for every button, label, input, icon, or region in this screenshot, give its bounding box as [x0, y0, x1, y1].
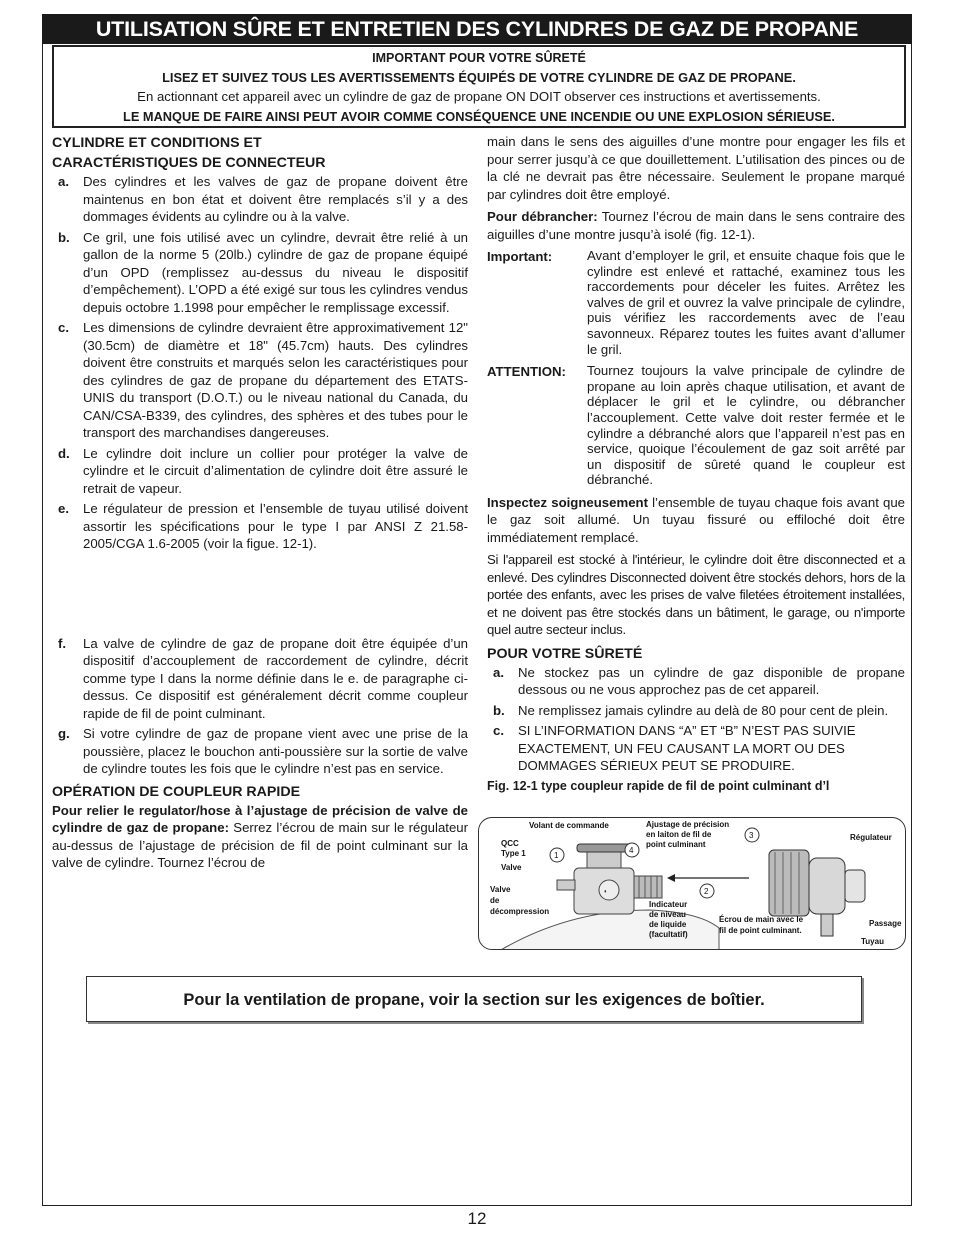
page-title: UTILISATION SÛRE ET ENTRETIEN DES CYLINDRES DE GAZ DE PROPANE: [42, 14, 912, 44]
list-item: [487, 702, 905, 720]
continued-paragraph: main dans le sens des aiguilles d’une montre pour engager les fils et pour serrer jusqu’à ce que douillettement. L’utilisation des pinces ou de la clé ne devrait pas être nécessaire. Seulement le propane marqué par cylindres doit être employé.: [487, 134, 905, 202]
list-item: [487, 664, 905, 699]
item-text: SI L’INFORMATION DANS “A” ET “B” N’EST PAS SUIVIE EXACTEMENT, UN FEU CAUSANT LA MORT OU DES DOMMAGES SÉRIEUX PEUT SE PRODUIRE.: [518, 723, 856, 774]
item-label: a.: [493, 664, 504, 680]
callout-number: 3: [749, 831, 754, 840]
label-regulator: Régulateur: [850, 833, 892, 842]
dial-mark: ◐: [604, 889, 608, 895]
item-label: b.: [58, 229, 70, 245]
left-column: [52, 133, 468, 877]
item-label: d.: [58, 445, 70, 461]
item-label: c.: [493, 723, 504, 739]
attention-note: [487, 363, 905, 488]
label-fitting: en laiton de fil de: [646, 830, 712, 839]
label-passage: Passage: [869, 919, 902, 928]
item-label: f.: [58, 635, 67, 651]
inspect-bold: Inspectez soigneusement: [487, 494, 648, 510]
storage-paragraph: Si l'appareil est stocké à l'intérieur, le cylindre doit être disconnected et a enlevé. Des cylindres Disconnected doivent être stockés dehors, hors de la portée des enfants, avec les prises de valve filetées étroitement installées, et ne doivent pas être stockés dans un bâtiment, le garage, ou n'importe quel autre secteur inclus.: [487, 552, 905, 638]
item-text: Ne remplissez jamais cylindre au delà de 80 pour cent de plein.: [518, 702, 889, 718]
item-text: Ce gril, une fois utilisé avec un cylindre, devrait être relié à un gallon de la norme 5 (20lb.) cylindre de gaz de propane équipé d’un OPD (remplissez au-dessus du niveau le dispositif d’empêchement). L’OPD a été exigé sur tous les cylindres vendus depuis octobre 1.1998 pour empêcher le remplissage excessif.: [83, 229, 468, 315]
relief-valve: [557, 880, 575, 890]
heading-line: CARACTÉRISTIQUES DE CONNECTEUR: [52, 155, 326, 171]
label-handwheel: Volant de commande: [529, 821, 609, 830]
list-item: [52, 445, 468, 498]
important-label: Important:: [487, 249, 553, 264]
list-item: [52, 635, 468, 723]
item-label: b.: [493, 702, 505, 718]
section-heading-cylinder: [52, 133, 468, 173]
important-note: [487, 248, 905, 357]
label-relief: Valve: [490, 885, 511, 894]
warning-line-1: IMPORTANT POUR VOTRE SÛRETÉ: [372, 51, 586, 65]
list-item: [52, 229, 468, 317]
handwheel: [577, 844, 631, 852]
callout-number: 4: [629, 846, 634, 855]
section-heading-safety: POUR VOTRE SÛRETÉ: [487, 645, 643, 662]
coupler-paragraph: [52, 802, 468, 872]
list-item: [52, 725, 468, 778]
coupler-diagram: [478, 817, 906, 950]
item-label: g.: [58, 726, 70, 741]
disconnect-paragraph: [487, 208, 905, 243]
regulator-cap: [845, 870, 865, 902]
heading-line: CYLINDRE ET CONDITIONS ET: [52, 135, 262, 151]
label-indicator: de liquide: [649, 920, 687, 929]
label-fitting: point culminant: [646, 840, 706, 849]
disconnect-bold: Pour débrancher:: [487, 209, 598, 224]
label-hand-nut: Écrou de main avec le: [719, 915, 804, 924]
arrow-head: [667, 874, 675, 882]
coupler-diagram-svg: [479, 818, 906, 950]
label-hose: Tuyau: [861, 937, 884, 946]
liquid-level-indicator: [599, 880, 619, 900]
item-text: Le régulateur de pression et l’ensemble de tuyau utilisé doivent assortir les spécifications pour le type I par ANSI Z 21.58-2005/CGA 1.6-2005 (voir la figue. 12-1).: [83, 501, 468, 551]
item-text: La valve de cylindre de gaz de propane doit être équipée d’un dispositif d’accouplement de raccordement de cylindre, décrit comme type I dans la norme définie dans le e. de paragraphe ci-dessus. Ce dispositif est généralement décrit comme coupleur rapide de fil de point culminant.: [83, 635, 468, 721]
item-text: Les dimensions de cylindre devraient être approximativement 12"(30.5cm) de diamètre et 18" (45.7cm) hauts. Des cylindres doivent être construits et marqués selon les caractéristiques pour des cylindres de gaz de propane du département des ETATS-UNIS du transport (D.O.T.) ou le niveau national du Canada, du CAN/CSA-B339, des cylindres, des sphères et des tubes pour le transport des marchandises dangereuses.: [83, 320, 468, 440]
figure-caption: Fig. 12-1 type coupleur rapide de fil de point culminant d’l: [487, 778, 830, 793]
callout-number: 2: [704, 887, 709, 896]
item-label: a.: [58, 174, 69, 189]
important-text: Avant d’employer le gril, et ensuite chaque fois que le cylindre est enlevé et rattaché, examinez tous les raccordements pour déceler les fuites. Arrêtez les valves de gril et ouvrez la valve principale de cylindre, puis vérifiez les raccordements avec de l’eau savonneux. Réparez toutes les fuites avant d’allumer le gril.: [587, 248, 905, 357]
warning-line-2: LISEZ ET SUIVEZ TOUS LES AVERTISSEMENTS ÉQUIPÉS DE VOTRE CYLINDRE DE GAZ DE PROPANE.: [162, 70, 796, 85]
attention-label: ATTENTION:: [487, 364, 566, 380]
item-text: Des cylindres et les valves de gaz de propane doivent être maintenus en bon état et doivent être remplacés s’il y a des dommages évidents au cylindre ou à la valve.: [83, 174, 468, 224]
label-indicator: de niveau: [649, 910, 686, 919]
label-qcc: Valve: [501, 863, 522, 872]
label-qcc: Type 1: [501, 849, 526, 858]
warning-line-4: LE MANQUE DE FAIRE AINSI PEUT AVOIR COMME CONSÉQUENCE UNE INCENDIE OU UNE EXPLOSION SÉRIEUSE.: [123, 109, 835, 124]
item-text: Ne stockez pas un cylindre de gaz disponible de propane dessous ou ne vous approchez pas de cet appareil.: [518, 664, 905, 698]
list-item: [52, 319, 468, 442]
list-item: [487, 722, 905, 775]
label-qcc: QCC: [501, 839, 519, 848]
label-indicator: Indicateur: [649, 900, 688, 909]
label-fitting: Ajustage de précision: [646, 820, 730, 829]
disconnect-text: Tournez l’écrou de main dans le sens contraire des aiguilles d’une montre jusqu’à isolé (fig. 12-1).: [487, 209, 905, 242]
label-indicator: (facultatif): [649, 930, 688, 939]
item-text: Le cylindre doit inclure un collier pour protéger la valve de cylindre et le circuit d’alimentation de cylindre doit être assuré le retrait de vapeur.: [83, 445, 468, 496]
item-text: Si votre cylindre de gaz de propane vient avec une prise de la poussière, placez le bouchon anti-poussière sur la sortie de valve de cylindre toutes les fois que le cylindre n’est pas en service.: [83, 726, 468, 776]
coupler-text: Serrez l’écrou de main sur le régulateur au-dessus de l’ajustage de précision de fil de point culminant sur la valve de cylindre. Tournez l’écrou de: [52, 820, 468, 870]
attention-text: Tournez toujours la valve principale de cylindre de propane au loin après chaque utilisation, et avant de déplacer le gril et le cylindre, ou débrancher l’accouplement. Cette valve doit rester fermée et le cylindre a débranché alors que l’appareil n’est pas en service, quoique l’écoulement de gaz soit arrêté par un dispositif de sûreté quand le coupleur est débranché.: [587, 363, 905, 488]
list-item: [52, 500, 468, 553]
regulator-body: [809, 858, 845, 914]
label-relief: décompression: [490, 907, 550, 916]
section-heading-coupler: OPÉRATION DE COUPLEUR RAPIDE: [52, 783, 301, 800]
label-relief: de: [490, 896, 500, 905]
coupler-bold: Pour relier le regulator/hose à l’ajustage de précision de valve de cylindre de gaz de propane:: [52, 802, 468, 835]
inspect-text: l’ensemble de tuyau chaque fois avant que le gaz soit allumé. Un tuyau fissuré ou effiloché doit être immédiatement remplacé.: [487, 494, 906, 545]
ventilation-note: Pour la ventilation de propane, voir la section sur les exigences de boîtier.: [86, 976, 862, 1022]
hose-outlet: [821, 914, 833, 936]
warning-line-3: En actionnant cet appareil avec un cylindre de gaz de propane ON DOIT observer ces instructions et avertissements.: [137, 89, 821, 104]
item-label: e.: [58, 501, 69, 516]
item-label: c.: [58, 320, 69, 335]
safety-warning-box: [52, 45, 906, 128]
label-hand-nut: fil de point culminant.: [719, 926, 802, 935]
page-number: 12: [467, 1209, 487, 1228]
callout-number: 1: [554, 851, 559, 860]
inspect-paragraph: [487, 494, 905, 547]
brass-fitting: [634, 876, 662, 898]
right-column: [487, 133, 905, 795]
list-item: [52, 173, 468, 226]
